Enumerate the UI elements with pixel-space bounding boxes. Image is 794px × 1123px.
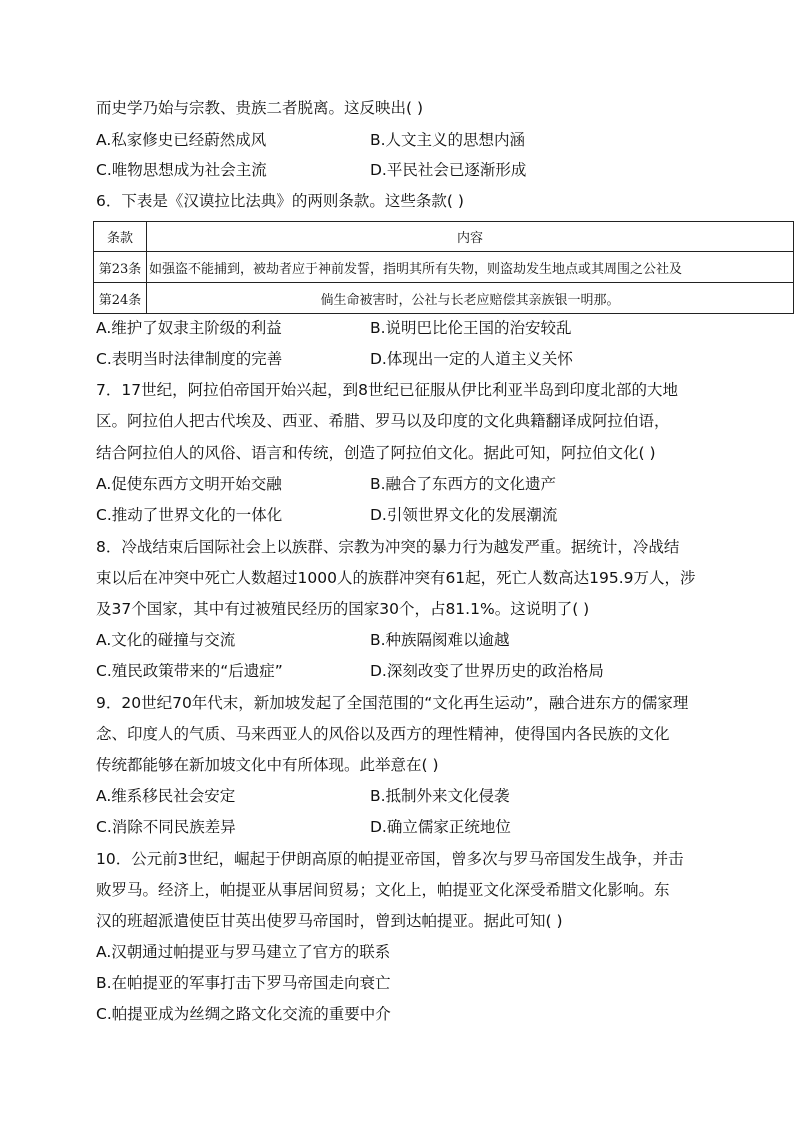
q9-stem-line: 9．20世纪70年代末，新加坡发起了全国范围的“文化再生运动”，融合进东方的儒家理 bbox=[96, 694, 689, 712]
q7-option-c[interactable]: C.推动了世界文化的一体化 bbox=[96, 506, 283, 524]
table-header-content: 内容 bbox=[147, 222, 794, 252]
q9-option-a[interactable]: A.维系移民社会安定 bbox=[96, 787, 236, 805]
q6-option-b[interactable]: B.说明巴比伦王国的治安较乱 bbox=[370, 319, 572, 337]
q9-option-c[interactable]: C.消除不同民族差异 bbox=[96, 818, 236, 836]
q10-stem-line: 10．公元前3世纪，崛起于伊朗高原的帕提亚帝国，曾多次与罗马帝国发生战争，并击 bbox=[96, 850, 684, 868]
q6-option-d[interactable]: D.体现出一定的人道主义关怀 bbox=[370, 350, 573, 368]
q10-stem-line: 败罗马。经济上，帕提亚从事居间贸易；文化上，帕提亚文化深受希腊文化影响。东 bbox=[96, 881, 670, 899]
table-row bbox=[94, 283, 794, 314]
q5-option-d[interactable]: D.平民社会已逐渐形成 bbox=[370, 161, 527, 179]
q9-stem-line: 念、印度人的气质、马来西亚人的风俗以及西方的理性精神，使得国内各民族的文化 bbox=[96, 725, 670, 743]
q6-option-a[interactable]: A.维护了奴隶主阶级的利益 bbox=[96, 319, 282, 337]
q8-option-c[interactable]: C.殖民政策带来的“后遗症” bbox=[96, 662, 283, 680]
q9-option-d[interactable]: D.确立儒家正统地位 bbox=[370, 818, 511, 836]
q7-stem-line: 7．17世纪，阿拉伯帝国开始兴起，到8世纪已征服从伊比利亚半岛到印度北部的大地 bbox=[96, 381, 678, 399]
q10-option-b[interactable]: B.在帕提亚的军事打击下罗马帝国走向衰亡 bbox=[96, 974, 391, 992]
q7-option-b[interactable]: B.融合了东西方的文化遗产 bbox=[370, 475, 557, 493]
q8-option-d[interactable]: D.深刻改变了世界历史的政治格局 bbox=[370, 662, 604, 680]
q8-stem-line: 束以后在冲突中死亡人数超过1000人的族群冲突有61起，死亡人数高达195.9万人，涉 bbox=[96, 569, 696, 587]
table-header-row bbox=[94, 222, 794, 252]
q7-stem-line: 区。阿拉伯人把古代埃及、西亚、希腊、罗马以及印度的文化典籍翻译成阿拉伯语， bbox=[96, 412, 670, 430]
q5-option-b[interactable]: B.人文主义的思想内涵 bbox=[370, 131, 526, 149]
q9-stem-line: 传统都能够在新加坡文化中有所体现。此举意在( ) bbox=[96, 756, 439, 774]
q6-option-c[interactable]: C.表明当时法律制度的完善 bbox=[96, 350, 283, 368]
q5-stem-tail: 而史学乃始与宗教、贵族二者脱离。这反映出( ) bbox=[96, 99, 424, 117]
q5-option-c[interactable]: C.唯物思想成为社会主流 bbox=[96, 161, 267, 179]
q8-option-b[interactable]: B.种族隔阂难以逾越 bbox=[370, 631, 510, 649]
table-cell-content: 如强盗不能捕到，被劫者应于神前发誓，指明其所有失物，则盗劫发生地点或其周围之公社及 bbox=[147, 252, 794, 283]
q7-stem-line: 结合阿拉伯人的风俗、语言和传统，创造了阿拉伯文化。据此可知，阿拉伯文化( ) bbox=[96, 444, 656, 462]
q8-stem-line: 8．冷战结束后国际社会上以族群、宗教为冲突的暴力行为越发严重。据统计，冷战结 bbox=[96, 538, 680, 556]
q10-stem-line: 汉的班超派遣使臣甘英出使罗马帝国时，曾到达帕提亚。据此可知( ) bbox=[96, 912, 563, 930]
q6-stem: 6．下表是《汉谟拉比法典》的两则条款。这些条款( ) bbox=[96, 192, 464, 210]
q8-option-a[interactable]: A.文化的碰撞与交流 bbox=[96, 631, 236, 649]
q7-option-d[interactable]: D.引领世界文化的发展潮流 bbox=[370, 506, 558, 524]
table-row bbox=[94, 252, 794, 283]
q10-option-c[interactable]: C.帕提亚成为丝绸之路文化交流的重要中介 bbox=[96, 1005, 391, 1023]
table-cell-clause: 第23条 bbox=[94, 252, 147, 283]
q7-option-a[interactable]: A.促使东西方文明开始交融 bbox=[96, 475, 282, 493]
table-cell-clause: 第24条 bbox=[94, 283, 147, 314]
q9-option-b[interactable]: B.抵制外来文化侵袭 bbox=[370, 787, 510, 805]
q5-option-a[interactable]: A.私家修史已经蔚然成风 bbox=[96, 131, 267, 149]
law-table bbox=[93, 221, 794, 314]
table-header-clause: 条款 bbox=[94, 222, 147, 252]
table-cell-content: 倘生命被害时，公社与长老应赔偿其亲族银一明那。 bbox=[147, 283, 794, 314]
q8-stem-line: 及37个国家，其中有过被殖民经历的国家30个，占81.1%。这说明了( ) bbox=[96, 600, 590, 618]
q10-option-a[interactable]: A.汉朝通过帕提亚与罗马建立了官方的联系 bbox=[96, 943, 391, 961]
